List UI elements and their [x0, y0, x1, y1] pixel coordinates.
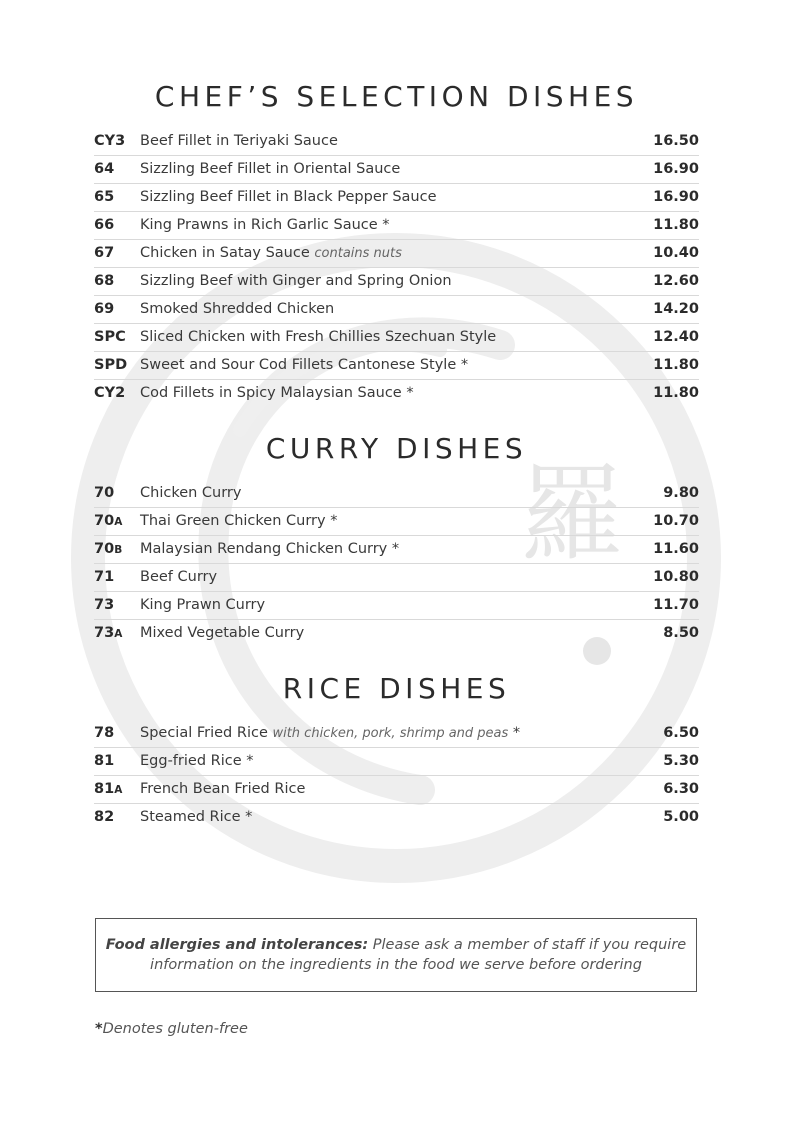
item-price: 16.90: [653, 161, 699, 177]
gluten-free-mark: *: [245, 809, 253, 825]
item-code-number: 78: [94, 725, 115, 741]
item-price: 9.80: [663, 485, 699, 501]
section-title-chefs-selection: CHEF’S SELECTION DISHES: [154, 80, 639, 113]
item-code: [94, 485, 140, 501]
item-name-text: Sizzling Beef with Ginger and Spring Onion: [140, 273, 452, 289]
menu-item: [94, 619, 699, 647]
item-name: [140, 273, 639, 289]
item-price: 10.80: [653, 569, 699, 585]
item-code-number: 81: [94, 753, 115, 769]
item-code-number: 70: [94, 513, 115, 529]
menu-item: [94, 351, 699, 380]
item-code: 67: [94, 245, 115, 261]
item-name: [140, 625, 639, 641]
item-code-number: 82: [94, 809, 115, 825]
item-name: [140, 357, 639, 373]
menu-item: [94, 563, 699, 592]
item-name: [140, 189, 639, 205]
item-code: 66: [94, 217, 115, 233]
menu-item: [94, 183, 699, 212]
item-note: contains nuts: [314, 246, 402, 261]
item-name-text: Sweet and Sour Cod Fillets Cantonese Style: [140, 357, 457, 373]
item-code: 69: [94, 301, 115, 317]
item-name: [140, 245, 639, 261]
item-name-text: Smoked Shredded Chicken: [140, 301, 335, 317]
menu-item: [94, 507, 699, 536]
item-code: 65: [94, 189, 115, 205]
item-name: [140, 485, 639, 501]
item-code: CY2: [94, 385, 126, 401]
menu-item: [94, 775, 699, 804]
item-code-suffix: A: [114, 516, 123, 528]
item-code: SPC: [94, 329, 126, 345]
item-name-text: Chicken Curry: [140, 485, 242, 501]
item-name: [140, 541, 639, 557]
item-name: [140, 329, 639, 345]
gluten-free-mark: *: [460, 357, 469, 373]
menu-item: [94, 323, 699, 352]
item-name-text: Thai Green Chicken Curry: [140, 513, 326, 529]
item-name: [140, 161, 639, 177]
item-code: [94, 725, 140, 741]
item-code-suffix: B: [114, 544, 123, 556]
item-code: [94, 781, 140, 797]
item-price: 5.30: [663, 753, 699, 769]
item-name: [140, 217, 639, 233]
item-code: [94, 513, 140, 529]
item-price: 12.60: [653, 273, 699, 289]
item-price: 8.50: [663, 625, 699, 641]
menu-item: [94, 295, 699, 324]
menu-item: [94, 127, 699, 156]
item-name: [140, 725, 639, 741]
item-name-text: Chicken in Satay Sauce: [140, 245, 310, 261]
item-name: [140, 809, 639, 825]
item-name-text: King Prawn Curry: [140, 597, 266, 613]
item-code-number: 71: [94, 569, 115, 585]
item-name: [140, 301, 639, 317]
item-name: [140, 385, 639, 401]
menu-item: [94, 591, 699, 620]
section-title-curry: CURRY DISHES: [265, 432, 528, 465]
item-name: [140, 133, 639, 149]
menu-item: [94, 379, 699, 407]
gluten-free-mark: *: [382, 217, 390, 233]
menu-item: [94, 267, 699, 296]
allergy-notice-text: Please ask a member of staff if you require: [372, 937, 687, 953]
menu-item: [94, 803, 699, 831]
item-price: 11.80: [653, 357, 699, 373]
item-code-number: 81: [94, 781, 115, 797]
watermark-character: 羅: [520, 453, 625, 575]
item-name-text: Beef Fillet in Teriyaki Sauce: [140, 133, 338, 149]
item-name-text: French Bean Fried Rice: [140, 781, 306, 797]
item-name-text: Sizzling Beef Fillet in Oriental Sauce: [140, 161, 401, 177]
item-price: 11.60: [653, 541, 699, 557]
menu-item: [94, 155, 699, 184]
item-code: [94, 541, 140, 557]
item-code-number: 70: [94, 485, 115, 501]
item-code: CY3: [94, 133, 126, 149]
item-code-number: 70: [94, 541, 115, 557]
footnote-text: Denotes gluten-free: [102, 1021, 248, 1037]
menu-item: [94, 535, 699, 564]
footnote-mark: *: [95, 1021, 103, 1037]
gluten-free-mark: *: [246, 753, 254, 769]
item-name-text: Malaysian Rendang Chicken Curry: [140, 541, 388, 557]
gluten-free-mark: *: [391, 541, 400, 557]
allergy-notice-heading: Food allergies and intolerances:: [105, 937, 369, 953]
menu-item: [94, 719, 699, 748]
gluten-free-mark: *: [512, 725, 521, 741]
item-name-text: Special Fried Rice: [140, 725, 268, 741]
item-name-text: Egg-fried Rice: [140, 753, 242, 769]
allergy-notice-line1: [106, 935, 686, 955]
item-price: 10.70: [653, 513, 699, 529]
item-code: 68: [94, 273, 115, 289]
menu-item: [94, 239, 699, 268]
item-name-text: Sizzling Beef Fillet in Black Pepper Sauce: [140, 189, 437, 205]
gluten-free-mark: *: [330, 513, 338, 529]
item-price: 10.40: [653, 245, 699, 261]
item-name-text: Steamed Rice: [140, 809, 241, 825]
item-name-text: Beef Curry: [140, 569, 218, 585]
item-code: [94, 569, 140, 585]
item-price: 11.80: [653, 385, 699, 401]
gluten-free-mark: *: [406, 385, 414, 401]
item-name: [140, 597, 639, 613]
item-name-text: Cod Fillets in Spicy Malaysian Sauce: [140, 385, 402, 401]
item-name-text: Mixed Vegetable Curry: [140, 625, 305, 641]
section-title-rice: RICE DISHES: [282, 672, 511, 705]
item-price: 16.90: [653, 189, 699, 205]
item-name: [140, 753, 639, 769]
allergy-notice-line2: information on the ingredients in the food we serve before ordering: [150, 957, 642, 973]
item-code: [94, 597, 140, 613]
menu-item: [94, 211, 699, 240]
item-price: 6.30: [663, 781, 699, 797]
item-name-text: Sliced Chicken with Fresh Chillies Szechuan Style: [140, 329, 497, 345]
item-code-number: 73: [94, 625, 115, 641]
allergy-notice: [95, 918, 697, 992]
item-price: 14.20: [653, 301, 699, 317]
item-price: 12.40: [653, 329, 699, 345]
item-name-text: King Prawns in Rich Garlic Sauce: [140, 217, 378, 233]
item-code: [94, 753, 140, 769]
item-code-number: 73: [94, 597, 115, 613]
item-name: [140, 569, 639, 585]
item-price: 16.50: [653, 133, 699, 149]
item-name: [140, 513, 639, 529]
item-code: [94, 809, 140, 825]
item-code: SPD: [94, 357, 128, 373]
item-price: 5.00: [663, 809, 699, 825]
menu-item: [94, 747, 699, 776]
item-price: 11.80: [653, 217, 699, 233]
item-price: 11.70: [653, 597, 699, 613]
item-code-suffix: A: [114, 628, 123, 640]
menu-item: [94, 479, 699, 508]
item-code: [94, 625, 140, 641]
item-note: with chicken, pork, shrimp and peas: [272, 726, 509, 741]
item-code: 64: [94, 161, 115, 177]
gluten-free-footnote: [95, 1021, 248, 1037]
item-code-suffix: A: [114, 784, 123, 796]
item-price: 6.50: [663, 725, 699, 741]
item-name: [140, 781, 639, 797]
